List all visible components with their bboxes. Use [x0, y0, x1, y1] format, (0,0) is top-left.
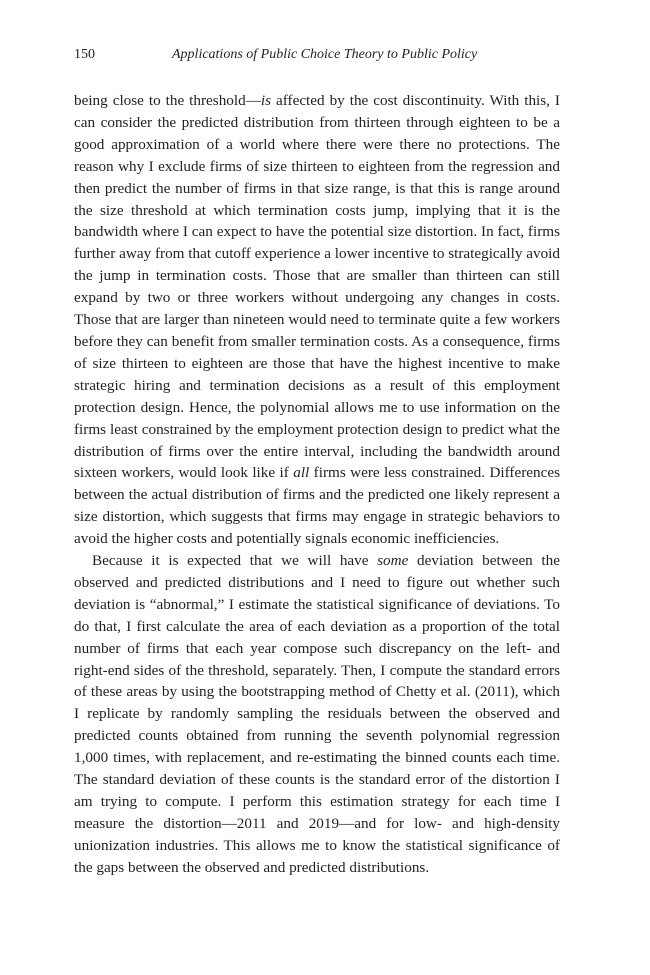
running-title: Applications of Public Choice Theory to Public Policy — [172, 47, 478, 62]
paragraph-2-text: deviation between the observed and predicted distributions and I need to figure out whether such deviation is “abnormal,” I estimate the statistical significance of deviations. To do that, I first calculate the area of each deviation as a proportion of the total number of firms that each year compose such discrepancy on the left- and right-end sides of the threshold, separately. Then, I compute the standard errors of these areas by using the bootstrapping method of Chetty et al. (2011), which I replicate by randomly sampling the residuals between the observed and predicted counts obtained from running the seventh polynomial regression 1,000 times, with replacement, and re-estimating the binned counts each time. The standard deviation of these counts is the standard error of the distortion I am trying to compute. I perform this estimation strategy for each time I measure the distortion—2011 and 2019—and for low- and high-density unionization industries. This allows me to know the statistical significance of the gaps between the observed and predicted distributions. — [74, 552, 560, 876]
emphasis-all: all — [293, 464, 310, 482]
paragraph-1 — [74, 90, 560, 550]
emphasis-some: some — [377, 552, 409, 570]
paragraph-2-text: Because it is expected that we will have — [92, 552, 378, 570]
emphasis-is: is — [260, 92, 272, 109]
page-number: 150 — [74, 47, 95, 62]
paragraph-1-text: being close to the threshold— — [74, 92, 261, 109]
paragraph-1-text: affected by the cost discontinuity. With this, I can consider the predicted distribution from thirteen through eighteen to be a good approximation of a world where there were there no protections. The reason why I exclude firms of size thirteen to eighteen from the regression and then predict the number of firms in that size range, is that this is range around the size threshold at which termination costs jump, implying that it is the bandwidth where I can expect to have the potential size distortion. In fact, firms further away from that cutoff experience a lower incentive to strategically avoid the jump in termination costs. Those that are smaller than thirteen can still expand by two or three workers without undergoing any changes in costs. Those that are larger than nineteen would need to terminate quite a few workers before they can benefit from smaller termination costs. As a consequence, firms of size thirteen to eighteen are those that have the highest incentive to make strategic hiring and termination decisions as a result of this employment protection design. Hence, the polynomial allows me to use information on the firms least constrained by the employment protection design to predict what the distribution of firms over the entire interval, including the bandwidth around sixteen workers, would look like if — [74, 92, 560, 482]
paragraph-2 — [74, 550, 560, 879]
paragraph-1-text: firms were less constrained. Differences between the actual distribution of firms and the predicted one likely represent a size distortion, which suggests that firms may engage in strategic behaviors to avoid the higher costs and potentially signals economic inefficiencies. — [74, 464, 561, 548]
body-text — [74, 90, 560, 879]
running-head — [74, 45, 560, 65]
